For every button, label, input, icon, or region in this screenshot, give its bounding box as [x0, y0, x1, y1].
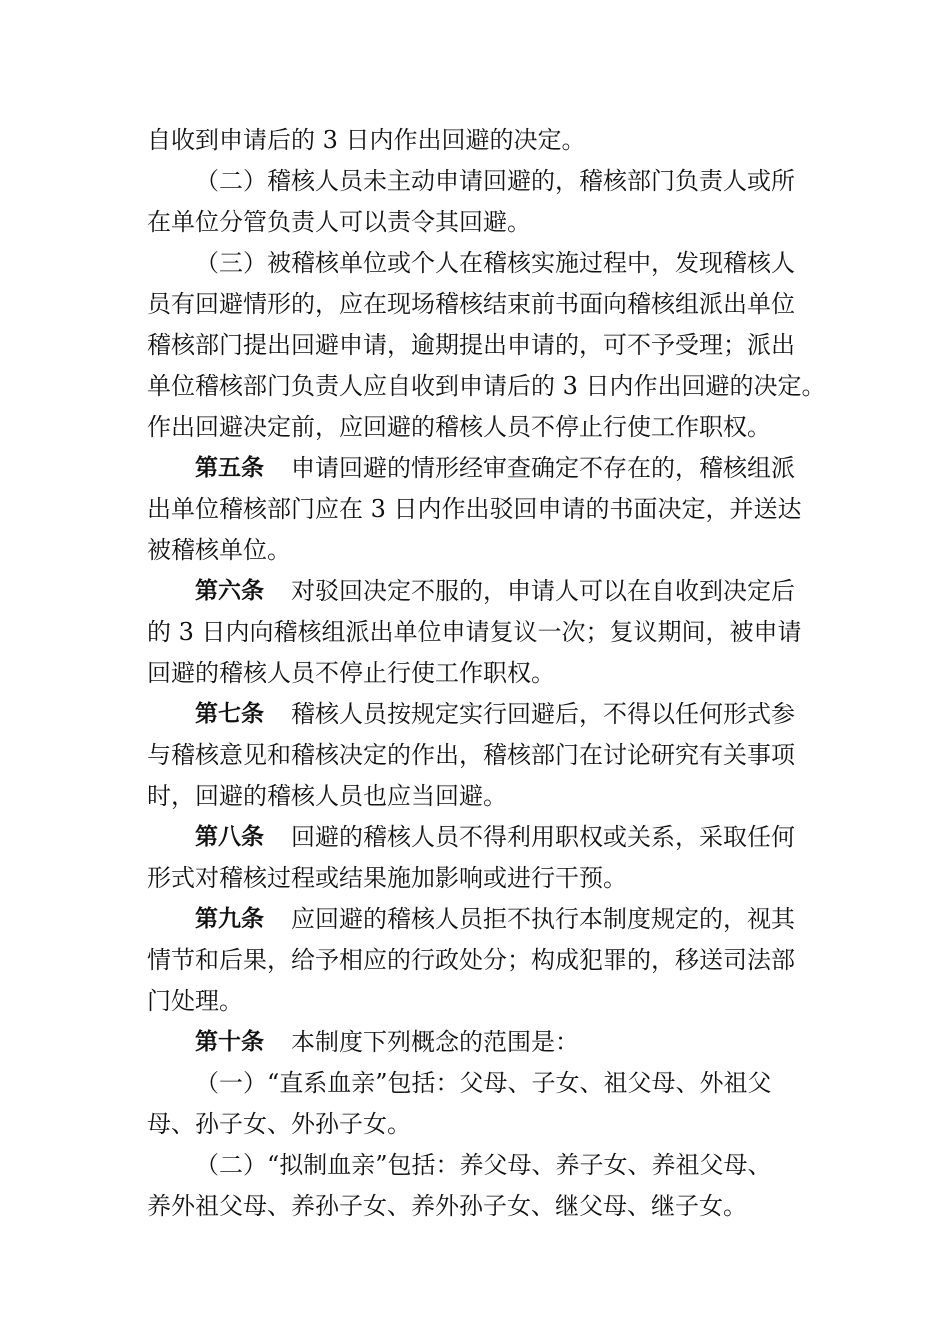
text-line: [0, 1024, 950, 1060]
paragraph-text: （二）“拟制血亲”包括：养父母、养子女、养祖父母、: [195, 1151, 772, 1179]
paragraph-text: 与稽核意见和稽核决定的作出，稽核部门在讨论研究有关事项: [147, 741, 795, 769]
text-line: [0, 942, 950, 978]
paragraph-text: （二）稽核人员未主动申请回避的，稽核部门负责人或所: [195, 167, 795, 195]
paragraph-text: 回避的稽核人员不得利用职权或关系，采取任何: [291, 823, 795, 851]
text-line: [0, 983, 950, 1019]
paragraph-text: 申请回避的情形经审查确定不存在的，稽核组派: [291, 454, 795, 482]
text-line: [0, 532, 950, 568]
text-line: [0, 245, 950, 281]
paragraph-text: 稽核部门提出回避申请，逾期提出申请的，可不予受理；派出: [147, 331, 795, 359]
paragraph-text: （三）被稽核单位或个人在稽核实施过程中，发现稽核人: [195, 249, 795, 277]
text-line: [0, 614, 950, 650]
text-line: [0, 1188, 950, 1224]
text-line: [0, 778, 950, 814]
text-line: [0, 1106, 950, 1142]
article-number: 第八条: [195, 824, 264, 850]
text-line: [0, 901, 950, 937]
text-line: [0, 860, 950, 896]
paragraph-text: 情节和后果，给予相应的行政处分；构成犯罪的，移送司法部: [147, 946, 795, 974]
paragraph-text: 稽核人员按规定实行回避后，不得以任何形式参: [291, 700, 795, 728]
text-line: [0, 491, 950, 527]
paragraph-text: 在单位分管负责人可以责令其回避。: [147, 208, 531, 236]
paragraph-text: 被稽核单位。: [147, 536, 291, 564]
paragraph-text: 母、孙子女、外孙子女。: [147, 1110, 411, 1138]
text-line: [0, 1147, 950, 1183]
text-line: [0, 573, 950, 609]
paragraph-text: 的 3 日内向稽核组派出单位申请复议一次；复议期间，被申请: [147, 618, 802, 646]
paragraph-text: 时，回避的稽核人员也应当回避。: [147, 782, 507, 810]
paragraph-text: 自收到申请后的 3 日内作出回避的决定。: [147, 126, 586, 154]
text-line: [0, 286, 950, 322]
paragraph-text: 形式对稽核过程或结果施加影响或进行干预。: [147, 864, 627, 892]
paragraph-text: 本制度下列概念的范围是：: [291, 1028, 579, 1056]
article-number: 第五条: [195, 455, 264, 481]
article-number: 第六条: [195, 578, 264, 604]
text-line: [0, 409, 950, 445]
paragraph-text: （一）“直系血亲”包括：父母、子女、祖父母、外祖父: [195, 1069, 772, 1097]
text-line: [0, 655, 950, 691]
text-line: [0, 1065, 950, 1101]
paragraph-text: 作出回避决定前，应回避的稽核人员不停止行使工作职权。: [147, 413, 771, 441]
article-number: 第七条: [195, 701, 264, 727]
text-line: [0, 696, 950, 732]
text-line: [0, 368, 950, 404]
text-line: [0, 450, 950, 486]
text-line: [0, 122, 950, 158]
paragraph-text: 养外祖父母、养孙子女、养外孙子女、继父母、继子女。: [147, 1192, 747, 1220]
paragraph-text: 门处理。: [147, 987, 243, 1015]
paragraph-text: 出单位稽核部门应在 3 日内作出驳回申请的书面决定，并送达: [147, 495, 802, 523]
text-line: [0, 163, 950, 199]
text-line: [0, 327, 950, 363]
paragraph-text: 单位稽核部门负责人应自收到申请后的 3 日内作出回避的决定。: [147, 372, 826, 400]
text-line: [0, 204, 950, 240]
paragraph-text: 应回避的稽核人员拒不执行本制度规定的，视其: [291, 905, 795, 933]
article-number: 第九条: [195, 906, 264, 932]
text-line: [0, 819, 950, 855]
paragraph-text: 回避的稽核人员不停止行使工作职权。: [147, 659, 555, 687]
text-line: [0, 737, 950, 773]
paragraph-text: 员有回避情形的，应在现场稽核结束前书面向稽核组派出单位: [147, 290, 795, 318]
paragraph-text: 对驳回决定不服的，申请人可以在自收到决定后: [291, 577, 795, 605]
article-number: 第十条: [195, 1029, 264, 1055]
